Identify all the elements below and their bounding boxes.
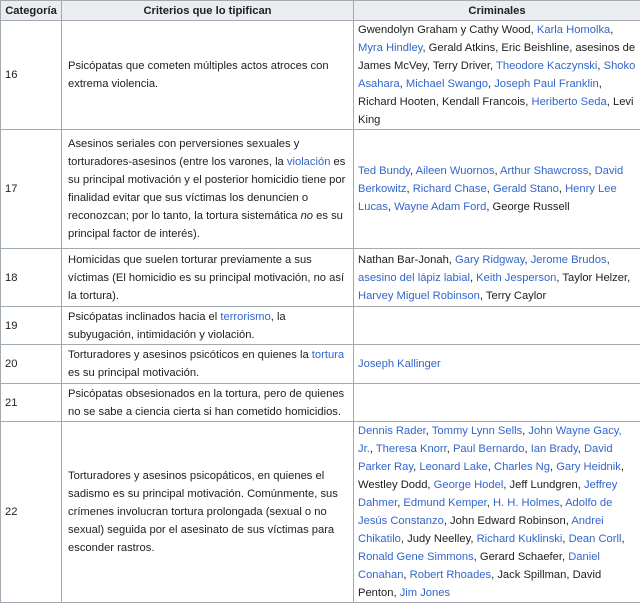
article-link[interactable]: Michael Swango <box>406 78 488 90</box>
cell-text: , Taylor Helzer, <box>556 272 630 284</box>
cell-text: , <box>413 461 419 473</box>
cell-text: Homicidas que suelen torturar previamente a sus víctimas (El homicidio es su principal motivación, no así la tortura). <box>68 254 344 302</box>
cell-text: , Gerard Schaefer, <box>474 551 569 563</box>
criminals-cell <box>354 384 640 422</box>
article-link[interactable]: Gary Heidnik <box>556 461 621 473</box>
cell-text: , Westley Dodd, <box>358 461 624 491</box>
cell-text: , <box>447 443 453 455</box>
header-row <box>1 1 640 21</box>
article-link[interactable]: Henry Lee Lucas <box>358 183 617 213</box>
article-link[interactable]: Ian Brady <box>531 443 578 455</box>
cell-text: , George Russell <box>486 201 569 213</box>
cell-text: Psicópatas que cometen múltiples actos atroces con extrema violencia. <box>68 60 329 90</box>
header-criteria[interactable]: Criterios que lo tipifican <box>62 1 354 21</box>
cell-text: , <box>397 497 403 509</box>
article-link[interactable]: Shoko Asahara <box>358 60 635 90</box>
cell-text: Psicópatas inclinados hacia el <box>68 311 220 323</box>
cell-text: , <box>488 78 494 90</box>
cell-text: Nathan Bar-Jonah, <box>358 254 455 266</box>
cell-text: , Judy Neelley, <box>401 533 477 545</box>
article-link[interactable]: Ronald Gene Simmons <box>358 551 474 563</box>
article-link[interactable]: Arthur Shawcross <box>500 165 588 177</box>
article-link[interactable]: David Parker Ray <box>358 443 613 473</box>
cell-text: , <box>400 78 406 90</box>
article-link[interactable]: Aileen Wuornos <box>416 165 495 177</box>
cell-text: , <box>487 497 493 509</box>
cell-text: , <box>488 461 494 473</box>
cell-text: , <box>559 183 565 195</box>
category-cell: 19 <box>1 307 62 345</box>
criminals-cell <box>354 130 640 249</box>
cell-text: , <box>407 183 413 195</box>
cell-text: Asesinos seriales con perversiones sexuales y torturadores-asesinos (entre los varones, la <box>68 138 299 168</box>
category-cell: 22 <box>1 422 62 603</box>
criminals-cell <box>354 249 640 307</box>
article-link[interactable]: Jim Jones <box>400 587 450 599</box>
article-link[interactable]: John Wayne Gacy, Jr. <box>358 425 622 455</box>
article-link[interactable]: Paul Bernardo <box>453 443 525 455</box>
article-link[interactable]: violación <box>287 156 331 168</box>
cell-text: , <box>607 254 610 266</box>
cell-text: , <box>370 443 376 455</box>
cell-text: , <box>410 165 416 177</box>
article-link[interactable]: Wayne Adam Ford <box>394 201 486 213</box>
category-cell: 21 <box>1 384 62 422</box>
cell-text: Torturadores y asesinos psicopáticos, en quienes el sadismo es su principal motivación. Comúnmente, sus crímenes involucran tortura prolongada (sexual o no sexual) seguida por el asesinato de sus víctimas para esconder rastros. <box>68 470 338 554</box>
cell-text: es su principal motivación y el posterior homicidio tiene por finalidad evitar que sus víctimas los denuncien o reconozcan; por lo tanto, la tortura sistemática <box>68 156 345 222</box>
cell-text: , Levi King <box>358 96 634 126</box>
criteria-cell <box>62 307 354 345</box>
article-link[interactable]: tortura <box>312 349 344 361</box>
cell-text: , <box>621 533 624 545</box>
category-cell: 20 <box>1 345 62 384</box>
cell-text: , <box>494 165 500 177</box>
article-link[interactable]: Leonard Lake <box>419 461 487 473</box>
article-link[interactable]: Charles Ng <box>494 461 550 473</box>
cell-text: es su principal factor de interés). <box>68 210 343 240</box>
criminals-cell <box>354 307 640 345</box>
cell-text: , <box>487 183 493 195</box>
criteria-cell <box>62 130 354 249</box>
article-link[interactable]: H. H. Holmes <box>493 497 560 509</box>
cell-text: , <box>610 24 613 36</box>
cell-text: , Jack Spillman, David Penton, <box>358 569 601 599</box>
cell-text: , <box>470 272 476 284</box>
article-link[interactable]: Tommy Lynn Sells <box>432 425 522 437</box>
cell-text: , <box>559 497 565 509</box>
article-link[interactable]: Theodore Kaczynski <box>496 60 597 72</box>
article-link[interactable]: Myra Hindley <box>358 42 422 54</box>
criminals-cell <box>354 345 640 384</box>
criteria-cell <box>62 384 354 422</box>
table-row <box>1 249 640 307</box>
article-link[interactable]: Andrei Chikatilo <box>358 515 604 545</box>
article-link[interactable]: Karla Homolka <box>537 24 610 36</box>
cell-text: , <box>522 425 528 437</box>
criminals-cell <box>354 21 640 130</box>
emphasis-text: no <box>301 210 313 222</box>
cell-text: , <box>388 201 394 213</box>
article-link[interactable]: Adolfo de Jesús Constanzo <box>358 497 612 527</box>
cell-text: Psicópatas obsesionados en la tortura, pero de quienes no se sabe a ciencia cierta si han cometido homicidios. <box>68 388 344 418</box>
cell-text: , <box>403 569 409 581</box>
cell-text: , la subyugación, intimidación y violación. <box>68 311 286 341</box>
cell-text: , <box>524 443 530 455</box>
table-row <box>1 345 640 384</box>
article-link[interactable]: Richard Chase <box>413 183 487 195</box>
cell-text: , Jeff Lundgren, <box>503 479 584 491</box>
cell-text: Gwendolyn Graham y Cathy Wood <box>358 24 531 36</box>
article-link[interactable]: Robert Rhoades <box>410 569 491 581</box>
cell-text: , <box>588 165 594 177</box>
article-link[interactable]: Theresa Knorr <box>376 443 447 455</box>
cell-text: , Richard Hooten, Kendall Francois, <box>358 78 602 108</box>
article-link[interactable]: Joseph Paul Franklin <box>494 78 598 90</box>
article-link[interactable]: Richard Kuklinski <box>477 533 563 545</box>
cell-text: , Gerald Atkins, Eric Beishline, asesinos de James McVey, Terry Driver, <box>358 42 635 72</box>
article-link[interactable]: David Berkowitz <box>358 165 623 195</box>
header-criminals[interactable]: Criminales <box>354 1 640 21</box>
header-category[interactable]: Categoría <box>1 1 62 21</box>
criteria-cell <box>62 345 354 384</box>
cell-text: Torturadores y asesinos psicóticos en quienes la <box>68 349 312 361</box>
article-link[interactable]: Dean Corll <box>569 533 622 545</box>
table-row <box>1 130 640 249</box>
article-link[interactable]: terrorismo <box>220 311 270 323</box>
table-row <box>1 384 640 422</box>
cell-text: , <box>524 254 530 266</box>
criteria-cell <box>62 21 354 130</box>
cell-text: , <box>531 24 537 36</box>
category-cell: 18 <box>1 249 62 307</box>
cell-text: es su principal motivación. <box>68 367 199 379</box>
article-link[interactable]: Edmund Kemper <box>403 497 486 509</box>
article-link[interactable]: Ted Bundy <box>358 165 410 177</box>
criminals-cell <box>354 422 640 603</box>
cell-text: , <box>578 443 584 455</box>
criteria-cell <box>62 249 354 307</box>
cell-text: , Terry Caylor <box>480 290 546 302</box>
criteria-cell <box>62 422 354 603</box>
article-link[interactable]: George Hodel <box>434 479 504 491</box>
article-link[interactable]: Jeffrey Dahmer <box>358 479 617 509</box>
article-link[interactable]: Jerome Brudos <box>531 254 607 266</box>
table-row <box>1 21 640 130</box>
article-link[interactable]: Gary Ridgway <box>455 254 524 266</box>
cell-text: , <box>597 60 603 72</box>
cell-text: , <box>550 461 556 473</box>
category-cell: 16 <box>1 21 62 130</box>
article-link[interactable]: Dennis Rader <box>358 425 426 437</box>
cell-text: , <box>426 425 432 437</box>
article-link[interactable]: Gerald Stano <box>493 183 559 195</box>
cell-text: , John Edward Robinson, <box>444 515 572 527</box>
table-row <box>1 307 640 345</box>
table-row <box>1 422 640 603</box>
cell-text: , <box>562 533 568 545</box>
article-link[interactable]: asesino del lápiz labial <box>358 272 470 284</box>
article-link[interactable]: Daniel Conahan <box>358 551 600 581</box>
article-link[interactable]: Heriberto Seda <box>532 96 607 108</box>
category-cell: 17 <box>1 130 62 249</box>
article-link[interactable]: Joseph Kallinger <box>358 358 441 370</box>
article-link[interactable]: Harvey Miguel Robinson <box>358 290 480 302</box>
article-link[interactable]: Keith Jesperson <box>476 272 556 284</box>
